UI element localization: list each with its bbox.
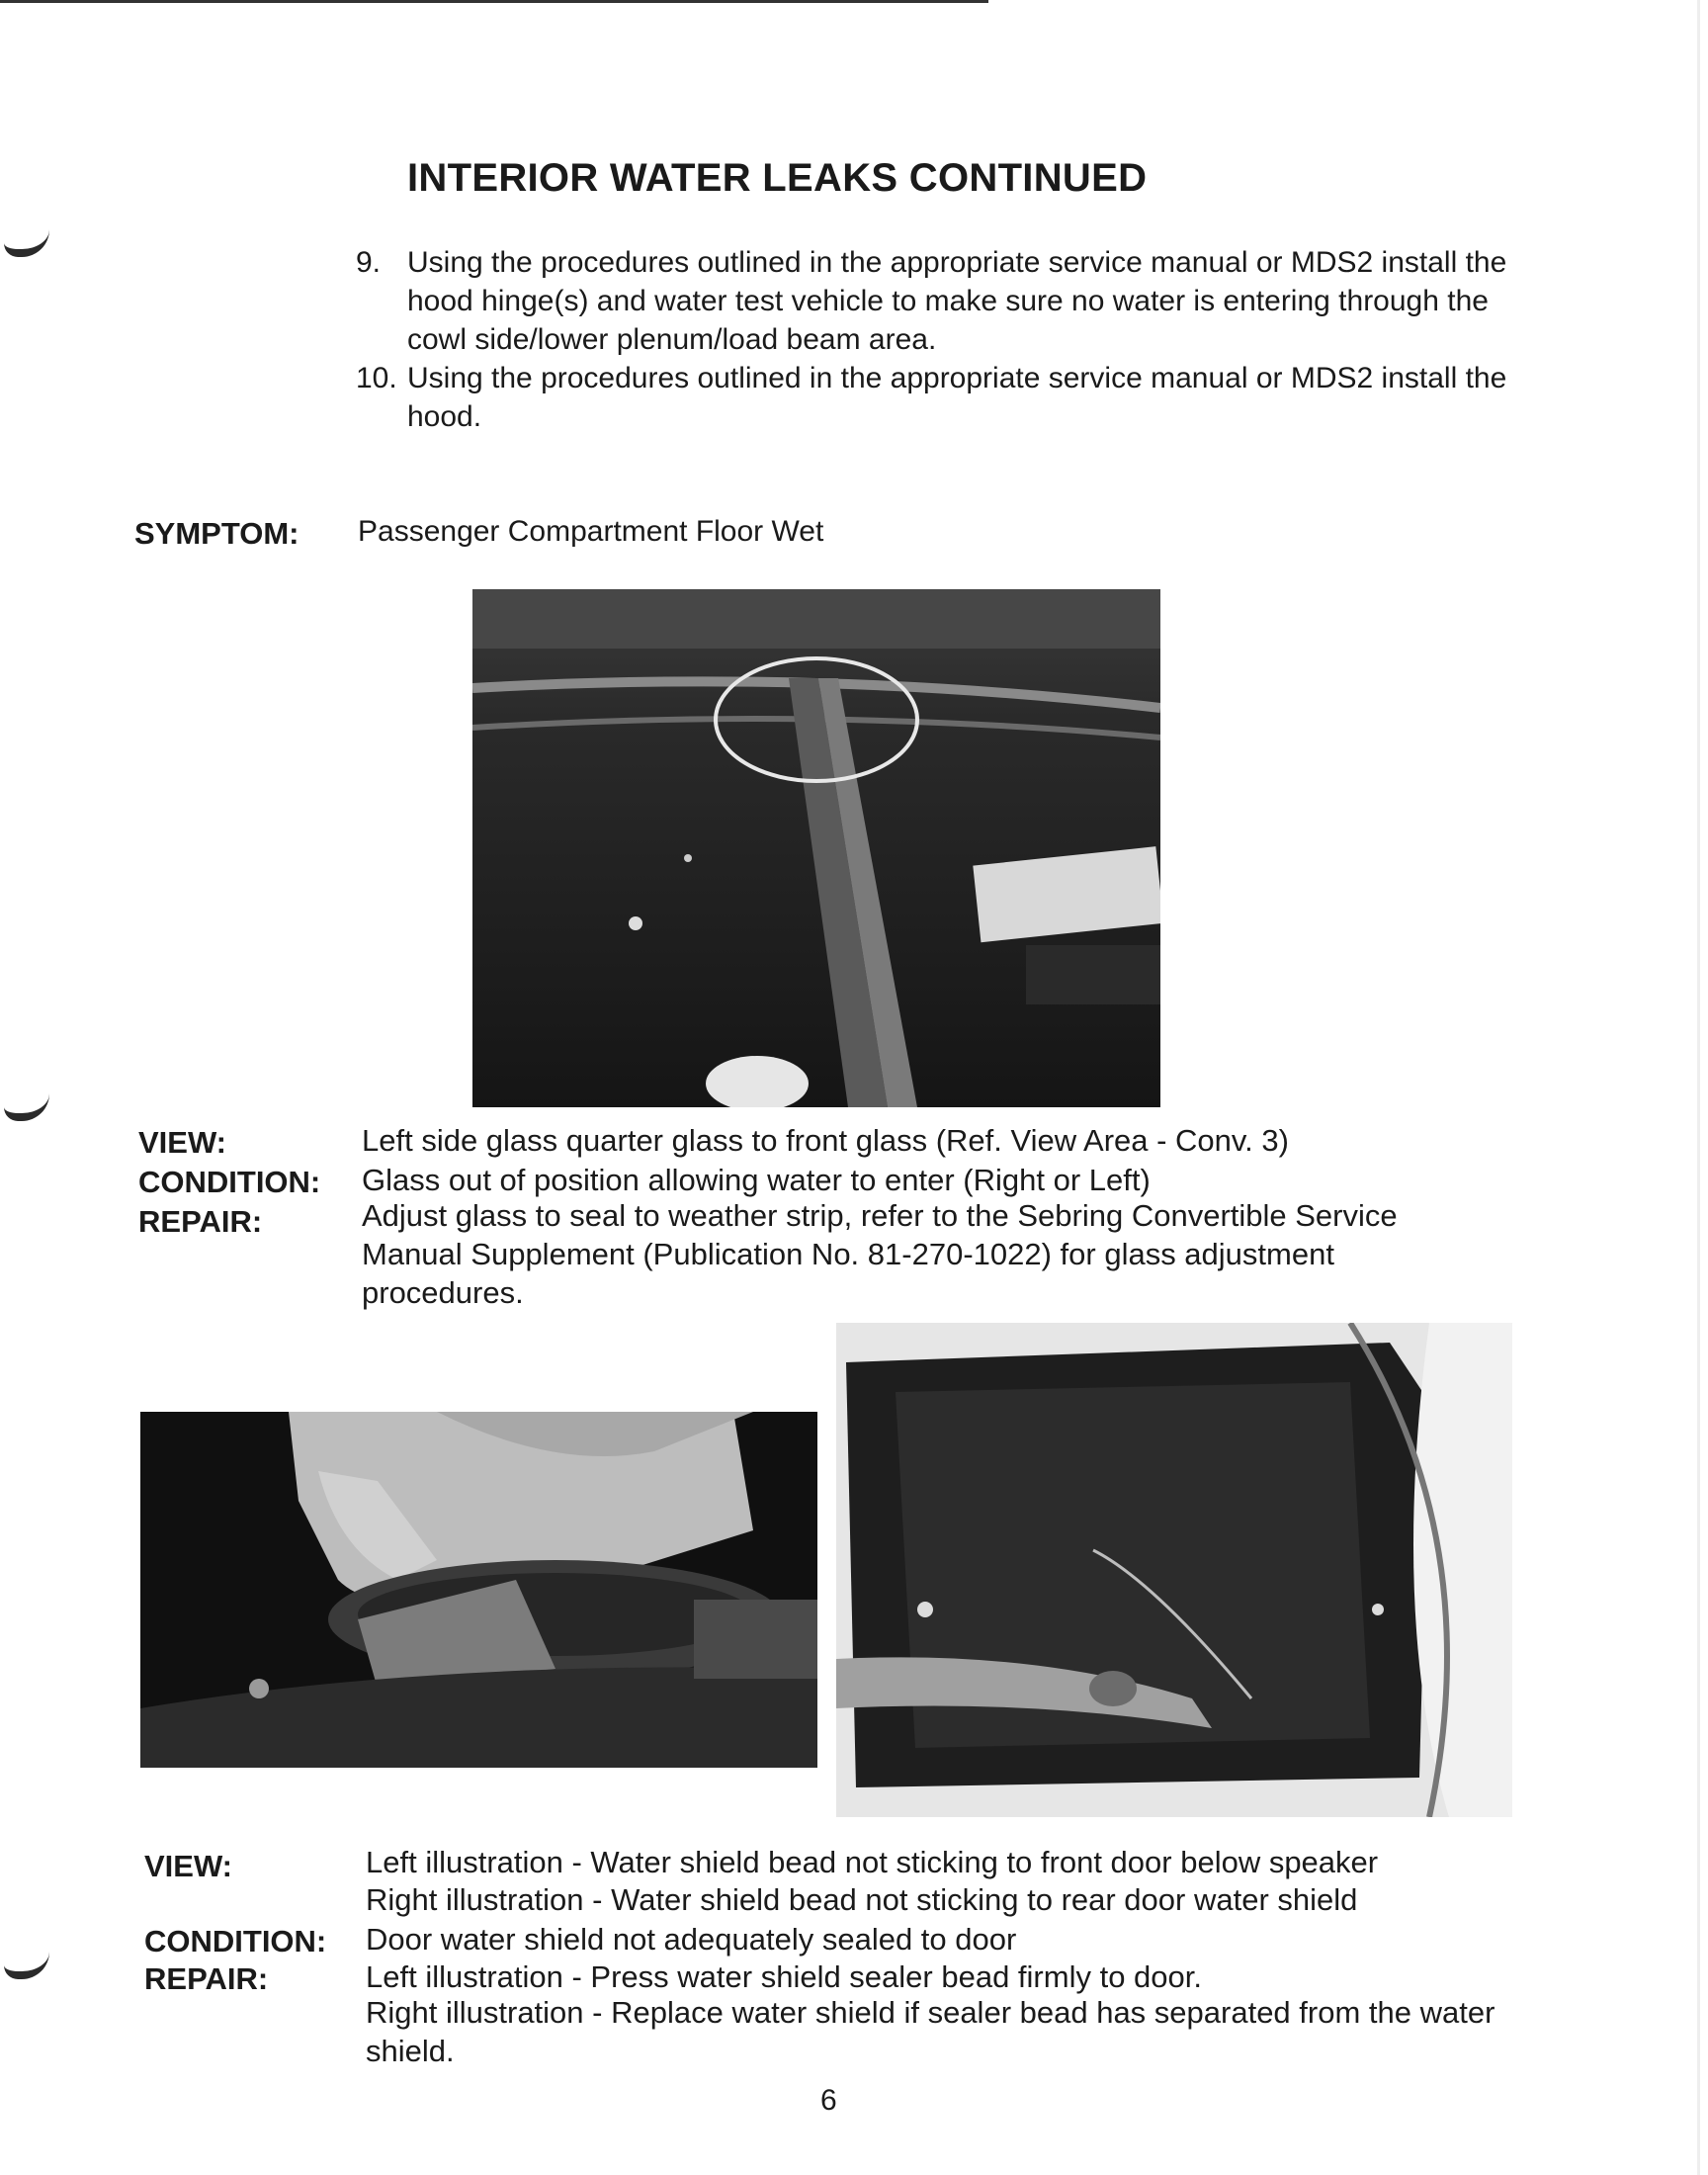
- view-text-1: Left side glass quarter glass to front glass (Ref. View Area - Conv. 3): [362, 1123, 1289, 1158]
- scan-top-edge: [0, 0, 988, 3]
- procedure-steps: [356, 243, 1542, 436]
- condition-text-1: Glass out of position allowing water to enter (Right or Left): [362, 1163, 1151, 1197]
- page-title: INTERIOR WATER LEAKS CONTINUED: [407, 156, 1148, 200]
- view-line-right: Right illustration - Water shield bead not sticking to rear door water shield: [366, 1882, 1358, 1917]
- photo-quarter-glass: [472, 589, 1160, 1107]
- binder-hole-mark: [4, 1952, 49, 1979]
- view-line-left: Left illustration - Water shield bead not sticking to front door below speaker: [366, 1845, 1379, 1879]
- repair-label-1: REPAIR:: [138, 1204, 263, 1239]
- repair-line-right: Right illustration - Replace water shield if sealer bead has separated from the water shield.: [366, 1995, 1495, 2068]
- step-9: [356, 243, 1542, 359]
- step-10: [356, 359, 1542, 436]
- view-label-1: VIEW:: [138, 1125, 226, 1160]
- symptom-text: Passenger Compartment Floor Wet: [358, 515, 824, 548]
- scan-right-edge: [1697, 0, 1700, 2175]
- condition-label-2: CONDITION:: [144, 1924, 327, 1958]
- binder-hole-mark: [4, 1093, 49, 1121]
- repair-text-1: Adjust glass to seal to weather strip, refer to the Sebring Convertible Service Manual Supplement (Publication No. 81-270-1022) for glass adjustment procedures.: [362, 1198, 1398, 1310]
- condition-label-1: CONDITION:: [138, 1165, 321, 1199]
- photo-door-water-shield: [836, 1323, 1512, 1817]
- condition-text-2: Door water shield not adequately sealed to door: [366, 1922, 1017, 1957]
- symptom-label: SYMPTOM:: [134, 516, 299, 551]
- photo-speaker-water-shield: [140, 1412, 817, 1768]
- step-number: 10.: [356, 362, 397, 394]
- page-number: 6: [820, 2084, 837, 2117]
- step-text: Using the procedures outlined in the appropriate service manual or MDS2 install the hood.: [407, 362, 1507, 433]
- step-text: Using the procedures outlined in the appropriate service manual or MDS2 install the hood hinge(s) and water test vehicle to make sure no water is entering through the cowl side/lower plenum/load beam area.: [407, 246, 1507, 356]
- binder-hole-mark: [4, 229, 49, 257]
- view-label-2: VIEW:: [144, 1849, 232, 1883]
- repair-line-left: Left illustration - Press water shield sealer bead firmly to door.: [366, 1959, 1202, 1994]
- repair-label-2: REPAIR:: [144, 1961, 269, 1996]
- step-number: 9.: [356, 246, 382, 279]
